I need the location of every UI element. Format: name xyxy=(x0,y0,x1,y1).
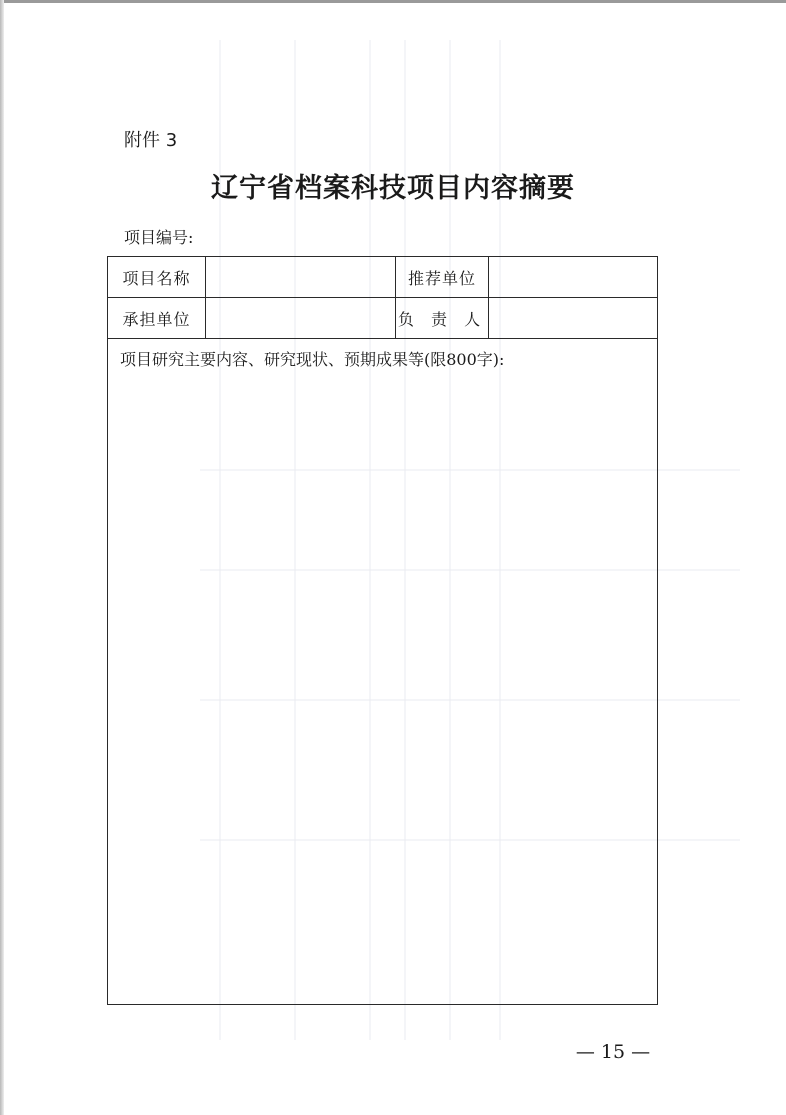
research-content-cell[interactable] xyxy=(108,339,658,1005)
page-number: — 15 — xyxy=(575,1041,651,1063)
undertaking-unit-field[interactable] xyxy=(206,298,396,339)
project-summary-form xyxy=(107,256,658,1005)
recommending-unit-label: 推荐单位 xyxy=(396,257,489,298)
project-name-label: 项目名称 xyxy=(108,257,206,298)
scan-edge-top xyxy=(0,0,786,3)
form-row-2 xyxy=(108,298,658,339)
research-content-label: 项目研究主要内容、研究现状、预期成果等(限800字): xyxy=(120,350,505,369)
project-name-field[interactable] xyxy=(206,257,396,298)
attachment-label: 附件 3 xyxy=(124,130,178,151)
form-row-content xyxy=(108,339,658,1005)
form-row-1 xyxy=(108,257,658,298)
person-in-charge-label: 负 责 人 xyxy=(396,298,489,339)
undertaking-unit-label: 承担单位 xyxy=(108,298,206,339)
person-in-charge-field[interactable] xyxy=(489,298,658,339)
project-number-label: 项目编号: xyxy=(124,228,194,247)
document-title: 辽宁省档案科技项目内容摘要 xyxy=(211,173,575,204)
recommending-unit-field[interactable] xyxy=(489,257,658,298)
